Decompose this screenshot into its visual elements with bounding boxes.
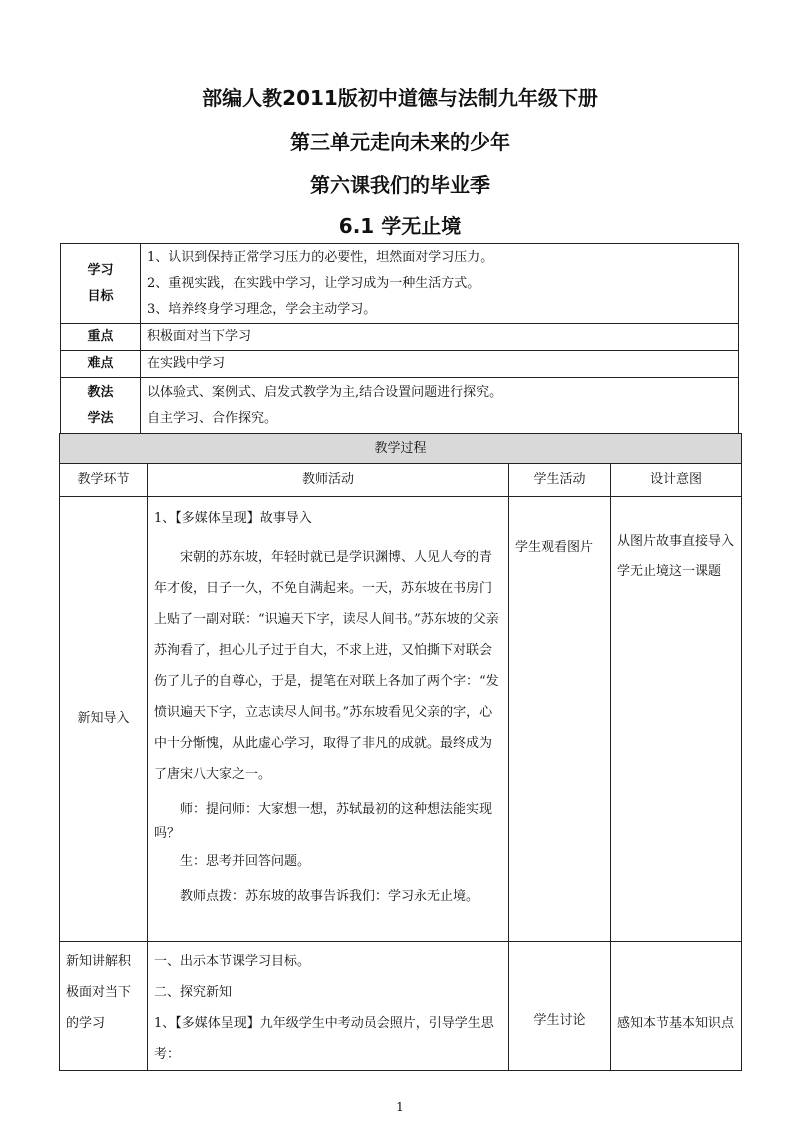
teacher-step: 1、【多媒体呈现】九年级学生中考动员会照片，引导学生思考： — [154, 1016, 494, 1062]
page-number: 1 — [396, 1100, 404, 1114]
student-answer: 生：思考并回答问题。 — [180, 854, 311, 869]
goal-list — [141, 244, 739, 324]
difficulty-label: 难点 — [61, 351, 141, 378]
teacher-question: 师：提问师：大家想一想，苏轼最初的这种想法能实现吗？ — [154, 802, 493, 841]
column-header-stage: 教学环节 — [60, 464, 148, 497]
teacher-activity-intro — [148, 497, 509, 942]
design-intent-new: 感知本节基本知识点 — [611, 942, 742, 1071]
column-header-teacher: 教师活动 — [148, 464, 509, 497]
teacher-activity-new — [148, 942, 509, 1071]
goal-item: 1、认识到保持正常学习压力的必要性，坦然面对学习压力。 — [147, 249, 494, 265]
lesson-title: 第六课我们的毕业季 — [310, 173, 490, 197]
goal-item: 2、重视实践，在实践中学习，让学习成为一种生活方式。 — [147, 275, 481, 291]
section-title: 6.1 学无止境 — [338, 214, 462, 238]
process-header: 教学过程 — [60, 434, 742, 464]
method-list — [141, 378, 739, 434]
teacher-step: 二、探究新知 — [154, 985, 233, 1000]
stage-intro: 新知导入 — [60, 497, 148, 942]
goal-item: 3、培养终身学习理念，学会主动学习。 — [147, 301, 377, 317]
difficulty-text: 在实践中学习 — [141, 351, 739, 378]
teacher-step: 1、【多媒体呈现】故事导入 — [154, 511, 312, 526]
student-activity-new: 学生讨论 — [509, 942, 611, 1071]
student-activity-intro: 学生观看图片 — [509, 497, 611, 942]
stage-new-knowledge: 新知讲解积极面对当下的学习 — [60, 942, 148, 1071]
process-table — [59, 433, 742, 1071]
goal-label: 学习 目标 — [61, 244, 141, 324]
doc-title: 部编人教2011版初中道德与法制九年级下册 — [202, 86, 598, 110]
method-item: 自主学习、合作探究。 — [147, 410, 278, 426]
teacher-summary: 教师点拨：苏东坡的故事告诉我们：学习永无止境。 — [180, 889, 480, 904]
key-label: 重点 — [61, 324, 141, 351]
column-header-intent: 设计意图 — [611, 464, 742, 497]
teacher-step: 一、出示本节课学习目标。 — [154, 954, 311, 969]
info-table — [60, 243, 739, 434]
unit-title: 第三单元走向未来的少年 — [290, 130, 510, 154]
method-label: 教法 学法 — [61, 378, 141, 434]
key-text: 积极面对当下学习 — [141, 324, 739, 351]
method-item: 以体验式、案例式、启发式教学为主,结合设置问题进行探究。 — [147, 384, 503, 400]
column-header-student: 学生活动 — [509, 464, 611, 497]
story-text: 宋朝的苏东坡，年轻时就已是学识渊博、人见人夸的青年才俊，日子一久，不免自满起来。一天，苏东坡在书房门上贴了一副对联：“识遍天下字，读尽人间书。”苏东坡的父亲苏洵看了，担心儿子过于自大，不求上进，又怕撕下对联会伤了儿子的自尊心，于是，提笔在对联上各加了两个字：“发愤识遍天下字，立志读尽人间书。”苏东坡看见父亲的字，心中十分惭愧，从此虚心学习，取得了非凡的成就。最终成为了唐宋八大家之一。 — [154, 550, 499, 782]
design-intent-intro: 从图片故事直接导入学无止境这一课题 — [611, 497, 742, 942]
